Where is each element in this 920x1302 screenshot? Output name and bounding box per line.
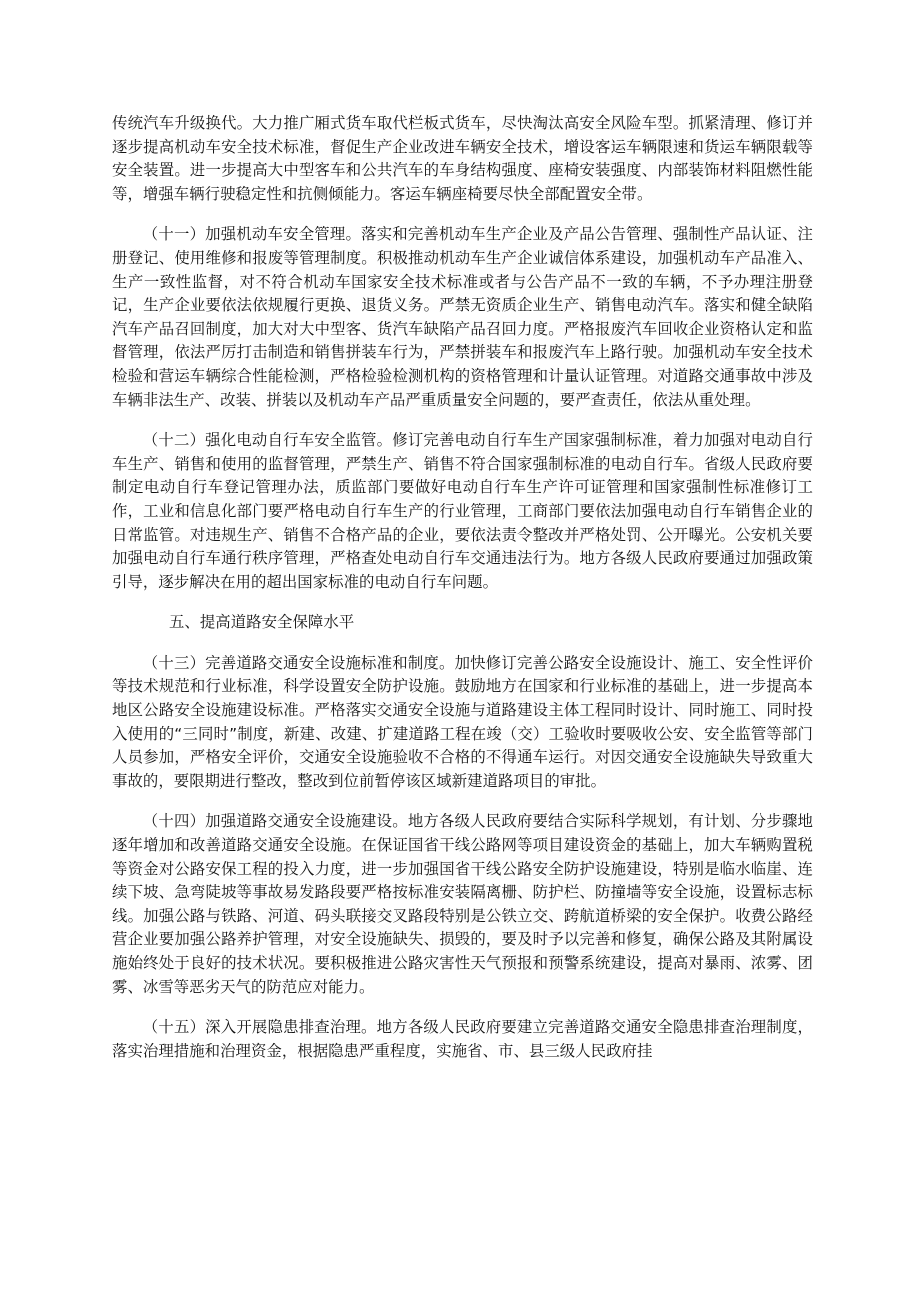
paragraph-continuation: 传统汽车升级换代。大力推广厢式货车取代栏板式货车，尽快淘汰高安全风险车型。抓紧清理、修订并逐步提高机动车安全技术标准，督促生产企业改进车辆安全技术，增设客运车辆限速和货运车辆限载等安全装置。进一步提高大中型客车和公共汽车的车身结构强度、座椅安装强度、内部装饰材料阻燃性能等，增强车辆行驶稳定性和抗侧倾能力。客运车辆座椅要尽快全部配置安全带。 bbox=[112, 114, 813, 203]
section-heading-5: 五、提高道路安全保障水平 bbox=[168, 613, 355, 632]
paragraph-item-14: （十四）加强道路交通安全设施建设。地方各级人民政府要结合实际科学规划，有计划、分步骤地逐年增加和改善道路交通安全设施。在保证国省干线公路网等项目建设资金的基础上，加大车辆购置税等资金对公路安保工程的投入力度，进一步加强国省干线公路安全防护设施建设，特别是临水临崖、连续下坡、急弯陡坡等事故易发路段要严格按标准安装隔离栅、防护栏、防撞墙等安全设施，设置标志标线。加强公路与铁路、河道、码头联接交叉路段特别是公铁立交、跨航道桥梁的安全保护。收费公路经营企业要加强公路养护管理，对安全设施缺失、损毁的，要及时予以完善和修复，确保公路及其附属设施始终处于良好的技术状况。要积极推进公路灾害性天气预报和预警系统建设，提高对暴雨、浓雾、团雾、冰雪等恶劣天气的防范应对能力。 bbox=[112, 812, 813, 996]
document-page bbox=[112, 112, 813, 1080]
paragraph-item-11: （十一）加强机动车安全管理。落实和完善机动车生产企业及产品公告管理、强制性产品认证、注册登记、使用维修和报废等管理制度。积极推动机动车生产企业诚信体系建设，加强机动车产品准入、生产一致性监督，对不符合机动车国家安全技术标准或者与公告产品不一致的车辆，不予办理注册登记，生产企业要依法依规履行更换、退货义务。严禁无资质企业生产、销售电动汽车。落实和健全缺陷汽车产品召回制度，加大对大中型客、货汽车缺陷产品召回力度。严格报废汽车回收企业资格认定和监督管理，依法严厉打击制造和销售拼装车行为，严禁拼装车和报废汽车上路行驶。加强机动车安全技术检验和营运车辆综合性能检测，严格检验检测机构的资格管理和计量认证管理。对道路交通事故中涉及车辆非法生产、改装、拼装以及机动车产品严重质量安全问题的，要严查责任，依法从重处理。 bbox=[112, 225, 813, 409]
paragraph-item-15: （十五）深入开展隐患排查治理。地方各级人民政府要建立完善道路交通安全隐患排查治理制度，落实治理措施和治理资金，根据隐患严重程度，实施省、市、县三级人民政府挂 bbox=[112, 1018, 813, 1060]
paragraph-item-13: （十三）完善道路交通安全设施标准和制度。加快修订完善公路安全设施设计、施工、安全性评价等技术规范和行业标准，科学设置安全防护设施。鼓励地方在国家和行业标准的基础上，进一步提高本地区公路安全设施建设标准。严格落实交通安全设施与道路建设主体工程同时设计、同时施工、同时投入使用的“三同时”制度，新建、改建、扩建道路工程在竣（交）工验收时要吸收公安、安全监管等部门人员参加，严格安全评价，交通安全设施验收不合格的不得通车运行。对因交通安全设施缺失导致重大事故的，要限期进行整改，整改到位前暂停该区域新建道路项目的审批。 bbox=[112, 653, 813, 790]
paragraph-item-12: （十二）强化电动自行车安全监管。修订完善电动自行车生产国家强制标准，着力加强对电动自行车生产、销售和使用的监督管理，严禁生产、销售不符合国家强制标准的电动自行车。省级人民政府要制定电动自行车登记管理办法，质监部门要做好电动自行车生产许可证管理和国家强制性标准修订工作，工业和信息化部门要严格电动自行车生产的行业管理，工商部门要依法加强电动自行车销售企业的日常监管。对违规生产、销售不合格产品的企业，要依法责令整改并严格处罚、公开曝光。公安机关要加强电动自行车通行秩序管理，严格查处电动自行车交通违法行为。地方各级人民政府要通过加强政策引导，逐步解决在用的超出国家标准的电动自行车问题。 bbox=[112, 431, 813, 591]
